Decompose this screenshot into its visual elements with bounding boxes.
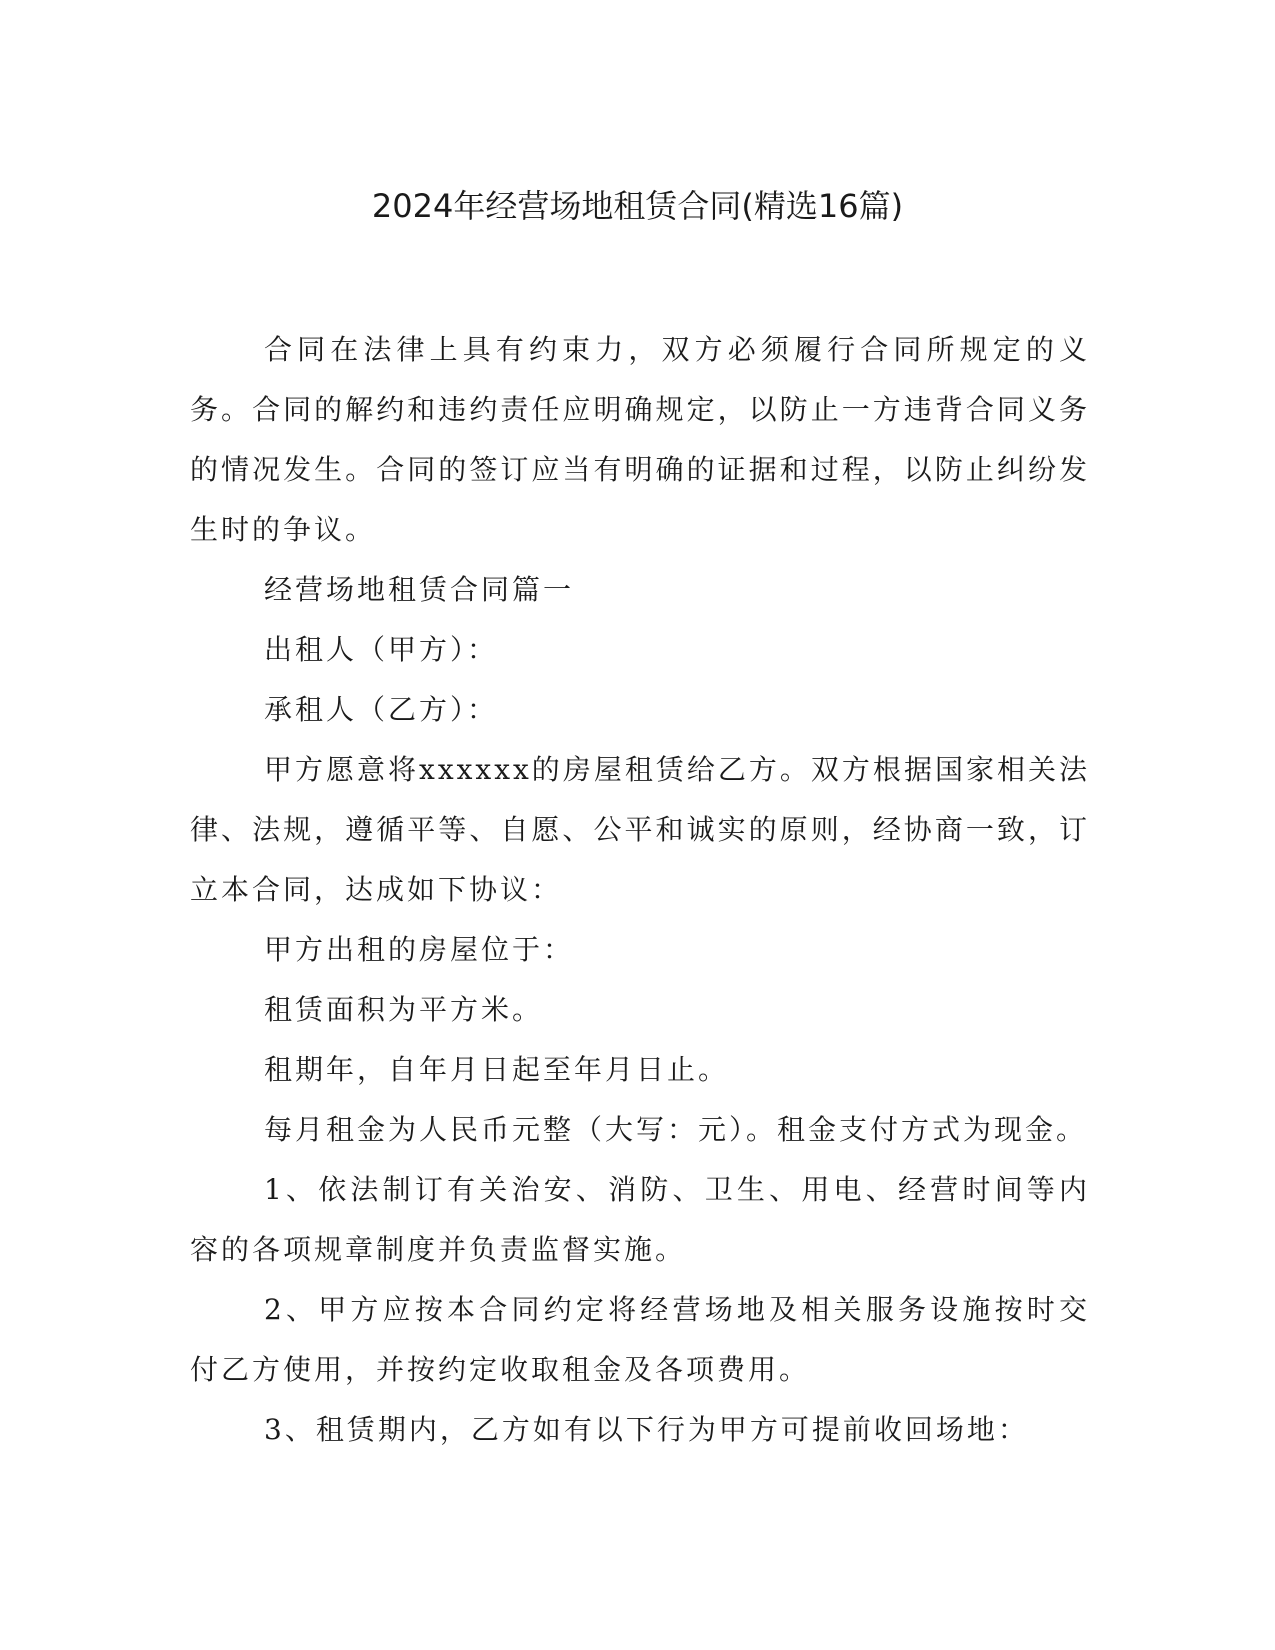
clause-1: 1、依法制订有关治安、消防、卫生、用电、经营时间等内容的各项规章制度并负责监督实施。 xyxy=(190,1173,1090,1266)
clause-3: 3、租赁期内，乙方如有以下行为甲方可提前收回场地： xyxy=(264,1413,1029,1446)
document-body xyxy=(190,320,1090,1460)
rent-line: 每月租金为人民币元整（大写：元）。租金支付方式为现金。 xyxy=(264,1113,1088,1146)
section-heading: 经营场地租赁合同篇一 xyxy=(264,573,575,606)
clause-2: 2、甲方应按本合同约定将经营场地及相关服务设施按时交付乙方使用，并按约定收取租金及各项费用。 xyxy=(190,1293,1090,1386)
lessee-line: 承租人（乙方）： xyxy=(264,693,499,726)
location-line: 甲方出租的房屋位于： xyxy=(264,933,575,966)
lessor-line: 出租人（甲方）： xyxy=(264,633,499,666)
area-line: 租赁面积为平方米。 xyxy=(264,993,544,1026)
agreement-paragraph: 甲方愿意将xxxxxx的房屋租赁给乙方。双方根据国家相关法律、法规，遵循平等、自愿、公平和诚实的原则，经协商一致，订立本合同，达成如下协议： xyxy=(190,753,1090,906)
term-line: 租期年，自年月日起至年月日止。 xyxy=(264,1053,730,1086)
intro-paragraph: 合同在法律上具有约束力，双方必须履行合同所规定的义务。合同的解约和违约责任应明确规定，以防止一方违背合同义务的情况发生。合同的签订应当有明确的证据和过程，以防止纠纷发生时的争议。 xyxy=(190,333,1090,546)
document-title: 2024年经营场地租赁合同(精选16篇) xyxy=(371,187,904,225)
